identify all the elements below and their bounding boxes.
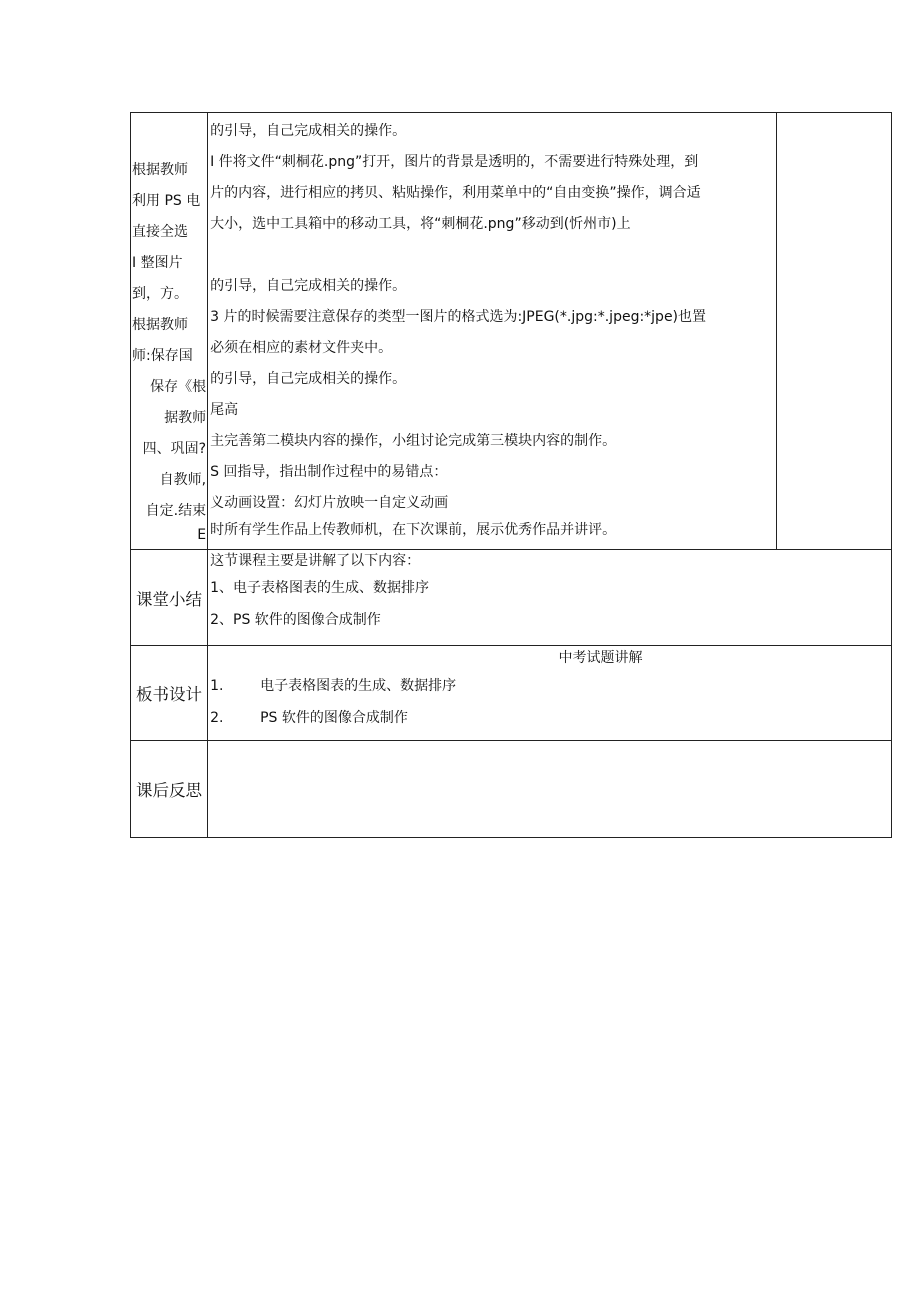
- board-cell: [208, 646, 892, 741]
- note-line: 到，方。: [132, 286, 188, 302]
- content-line: 时所有学生作品上传教师机，在下次课前，展示优秀作品并讲评。: [210, 522, 617, 538]
- content-line: 的引导，自己完成相关的操作。: [210, 278, 407, 294]
- note-line: 四、巩固?: [142, 441, 207, 457]
- summary-line: 2、PS 软件的图像合成制作: [210, 612, 381, 628]
- board-label: 板书设计: [131, 646, 208, 741]
- note-line: 师:保存国: [132, 348, 193, 364]
- activity-content-cell: [208, 113, 777, 550]
- summary-line: 1、电子表格图表的生成、数据排序: [210, 580, 430, 596]
- note-line: E: [197, 527, 207, 543]
- content-line: 义动画设置：幻灯片放映一自定义动画: [210, 495, 449, 511]
- board-title: 中考试题讲解: [558, 650, 643, 666]
- content-line: 大小，选中工具箱中的移动工具，将“刺桐花.png”移动到(忻州市)上: [210, 216, 631, 232]
- board-item-number: 1.: [210, 678, 224, 694]
- reflection-cell: [208, 741, 892, 838]
- board-item-text: PS 软件的图像合成制作: [260, 710, 408, 726]
- board-item: [210, 702, 891, 734]
- note-line: 自定.结束: [145, 503, 207, 519]
- content-line: 的引导，自己完成相关的操作。: [210, 123, 407, 139]
- activity-content: [208, 113, 776, 546]
- note-line: 据教师: [164, 410, 207, 426]
- note-line: 保存《根: [150, 379, 207, 395]
- note-line: 直接全选: [132, 224, 188, 240]
- summary-cell: [208, 550, 892, 646]
- activity-row: [131, 113, 892, 550]
- teacher-notes-cell: [131, 113, 208, 550]
- teacher-notes: [131, 113, 207, 543]
- notes-blank-cell: [776, 113, 891, 550]
- board-item-number: 2.: [210, 710, 224, 726]
- content-line: I 件将文件“刺桐花.png”打开，图片的背景是透明的，不需要进行特殊处理，到: [210, 154, 699, 170]
- content-spacer: [210, 240, 776, 271]
- content-line: S 回指导，指出制作过程中的易错点：: [210, 464, 448, 480]
- summary-line: 这节课程主要是讲解了以下内容：: [210, 553, 421, 569]
- note-line: 根据教师: [132, 162, 188, 178]
- note-line: I 整图片: [132, 255, 183, 271]
- reflection-label: 课后反思: [131, 741, 208, 838]
- board-item-text: 电子表格图表的生成、数据排序: [260, 678, 457, 694]
- note-line: 自教师,: [159, 472, 207, 488]
- content-line: 3 片的时候需要注意保存的类型一图片的格式选为:JPEG(*.jpg:*.jpeg:*jpe)也置: [210, 309, 707, 325]
- lesson-plan-table: [130, 112, 892, 838]
- board-content: [208, 646, 891, 740]
- content-line: 必须在相应的素材文件夹中。: [210, 340, 393, 356]
- note-line: 根据教师: [132, 317, 188, 333]
- content-line: 尾高: [210, 402, 239, 418]
- summary-row: [131, 550, 892, 646]
- note-line: 利用 PS 电: [132, 193, 201, 209]
- content-line: 主完善第二模块内容的操作，小组讨论完成第三模块内容的制作。: [210, 433, 617, 449]
- content-line: 片的内容，进行相应的拷贝、粘贴操作，利用菜单中的“自由变换”操作，调合适: [210, 185, 701, 201]
- reflection-row: [131, 741, 892, 838]
- board-item: [210, 670, 891, 702]
- board-row: [131, 646, 892, 741]
- summary-label: 课堂小结: [131, 550, 208, 646]
- summary-content: [208, 550, 891, 644]
- content-line: 的引导，自己完成相关的操作。: [210, 371, 407, 387]
